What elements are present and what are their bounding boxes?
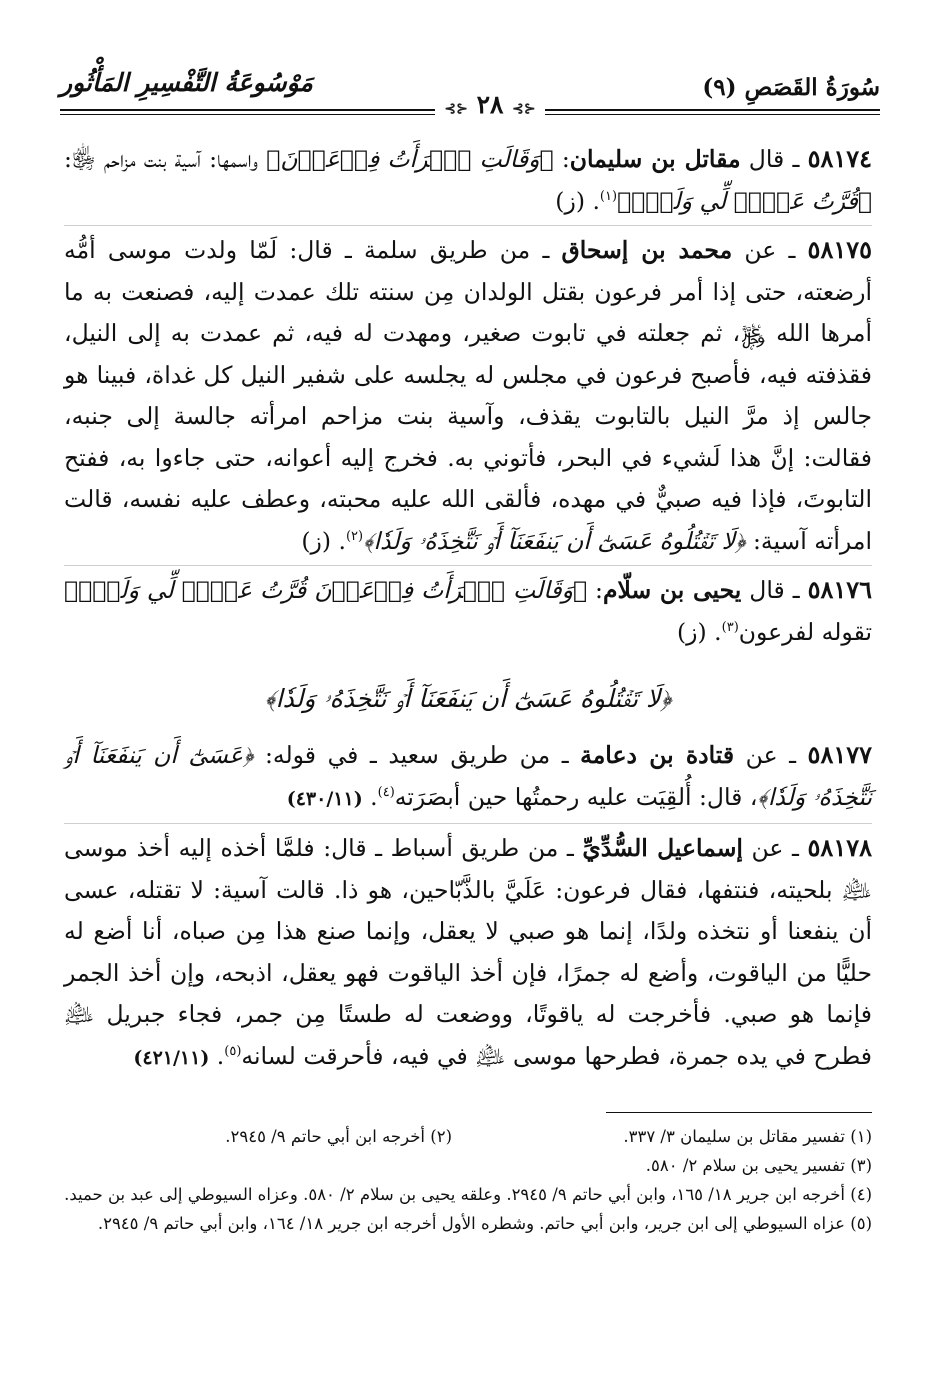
- volume-reference: (٤٢١/١١): [133, 1046, 210, 1069]
- entry-text: ـ من طريق سلمة ـ قال: لَمّا ولدت موسى أمُّه أرضعته، حتى إذا أمر فرعون بقتل الولدان مِن سنته تلك عمدت إليه، فصنعت به ما أمرها الله ﷿، ثم جعلته في تابوت صغير، ومهدت له فيه، ثم عمدت به إلى النيل، فقذفته فيه، فأصبح فرعون في مجلس له يجلسه على شفير النيل كل غداة، فبينا هو جالس إذ مرَّ النيل بالتابوت يقذف، وآسية بنت مزاحم امرأته جالسة إلى جنبه، فقالت: إنَّ هذا لَشيء في البحر، فأتوني به. فخرج إليه أعوانه، حتى جاءوا به، ففتح التابوتَ، فإذا فيه صبيٌّ في مهده، فألقى الله عليه محبته، وعطف عليه نفسه، قالت امرأته آسية:: [64, 236, 872, 555]
- page-number: [435, 90, 545, 119]
- footnote-rule: [606, 1112, 872, 1113]
- entry-text: ـ عن: [742, 834, 808, 862]
- entry-text: :: [587, 576, 603, 604]
- entry-text: ـ قال: [740, 145, 808, 173]
- entry-text: .: [209, 1041, 225, 1070]
- page-number-text: ٢٨: [476, 90, 504, 119]
- entry-number: ٥٨١٧٨: [807, 833, 872, 862]
- entry-separator: [64, 823, 872, 824]
- quran-quote: ﴿قُرَّتُ عَيۡنٖ لِّي وَلَكَۖ﴾: [617, 186, 872, 215]
- book-title: مَوْسُوعَةُ التَّفْسِيرِ المَأْثُور: [60, 68, 313, 97]
- entry-text: ، قال: أُلقِيَت عليه رحمتُها حين أبصَرَته: [394, 782, 758, 811]
- narrator-name: قتادة بن دعامة: [580, 741, 735, 769]
- footnote-1: (١) تفسير مقاتل بن سليمان ٣/ ٣٣٧.: [623, 1127, 872, 1146]
- footnote-marker: (٢): [345, 528, 364, 544]
- entry-text: ـ قال: [741, 576, 808, 604]
- entry-text: واسمها: آسية بنت مزاحم ﵂:: [64, 145, 267, 173]
- quran-quote: ﴿وَقَالَتِ ٱمۡرَأَتُ فِرۡعَوۡنَ قُرَّتُ عَيۡنٖ لِّي وَلَكَۖ﴾: [64, 576, 588, 604]
- entry-number: ٥٨١٧٧: [807, 740, 872, 769]
- narrator-name: إسماعيل السُّدِّيِّ: [582, 834, 743, 862]
- quran-quote: ﴿عَسَىٰٓ أَن يَنفَعَنَآ أَوۡ نَتَّخِذَهُۥ وَلَدٗا﴾: [64, 741, 872, 811]
- entry-separator: [64, 225, 872, 226]
- quran-quote: ﴿لَا تَقۡتُلُوهُ عَسَىٰٓ أَن يَنفَعَنَآ أَوۡ نَتَّخِذَهُۥ وَلَدٗا﴾: [363, 526, 746, 555]
- entries-bottom: [64, 734, 872, 1079]
- page-number-box: [435, 92, 545, 120]
- entry-number: ٥٨١٧٥: [807, 235, 872, 264]
- entry-text: .: [362, 782, 378, 811]
- footnote-marker: (٣): [721, 619, 739, 635]
- narration-entry: [64, 734, 872, 820]
- ornament-icon: ⊰⊱: [444, 101, 468, 117]
- footnote-row: [64, 1122, 872, 1151]
- narration-entry: [64, 138, 872, 222]
- entry-text: ـ من طريق سعيد ـ في قوله:: [253, 741, 581, 769]
- footnote-4: (٤) أخرجه ابن جرير ١٨/ ١٦٥، وابن أبي حاتم ٩/ ٢٩٤٥. وعلقه يحيى بن سلام ٢/ ٥٨٠. وعزاه السيوطي إلى عبد بن حميد.: [64, 1185, 872, 1204]
- narration-entry: [64, 827, 872, 1079]
- ornament-icon: ⊰⊱: [512, 101, 536, 117]
- footnote-marker: (١): [599, 188, 618, 204]
- volume-reference: (٤٣٠/١١): [286, 787, 363, 810]
- page-header: [60, 52, 880, 122]
- narrator-name: يحيى بن سلّام: [602, 576, 742, 604]
- entry-text: . (ز): [301, 526, 346, 555]
- quran-quote: ﴿وَقَالَتِ ٱمۡرَأَتُ فِرۡعَوۡنَ﴾: [266, 145, 554, 173]
- footnote-5: (٥) عزاه السيوطي إلى ابن جرير، وابن أبي حاتم. وشطره الأول أخرجه ابن جرير ١٨/ ١٦٤، وابن أبي حاتم ٩/ ٢٩٤٥.: [97, 1214, 872, 1233]
- footnote-3: (٣) تفسير يحيى بن سلام ٢/ ٥٨٠.: [645, 1156, 872, 1175]
- entry-text: ـ من طريق أسباط ـ قال: فلمَّا أخذه إليه أخذ موسى ﵇ بلحيته، فنتفها، فقال فرعون: عَلَيَّ بالذَّبّاحين، هو ذا. قالت آسية: لا تقتله، عسى أن ينفعنا أو نتخذه ولدًا، إنما هو صبي لا يعقل، وإنما صنع هذا مِن صباه، أنا أضع له حليًّا من الياقوت، وأضع له جمرًا، فإن أخذ الياقوت فهو يعقل، اذبحه، وإن أخذ الجمر فإنما هو صبي. فأخرجت له ياقوتًا، ووضعت له طستًا مِن جمر، فجاء جبريل ﵇ فطرح في يده جمرة، فطرحها موسى ﵇ في فيه، فأحرقت لسانه: [64, 834, 872, 1070]
- entry-number: ٥٨١٧٦: [807, 575, 873, 604]
- entry-text: :: [553, 145, 570, 173]
- entries-top: [64, 138, 872, 653]
- ayah-heading: ﴿لَا تَقۡتُلُوهُ عَسَىٰٓ أَن يَنفَعَنَآ أَوۡ نَتَّخِذَهُۥ وَلَدٗا﴾: [264, 684, 672, 713]
- narration-entry: [64, 229, 872, 562]
- footnote-2: (٢) أخرجه ابن أبي حاتم ٩/ ٢٩٤٥.: [225, 1127, 452, 1146]
- surah-title: سُورَةُ القَصَصِ (٩): [702, 74, 880, 101]
- footnote-marker: (٤): [377, 784, 395, 800]
- narration-entry: [64, 569, 872, 653]
- narrator-name: مقاتل بن سليمان: [569, 145, 741, 173]
- entry-separator: [64, 565, 872, 566]
- footnote-marker: (٥): [224, 1043, 242, 1059]
- entry-text: ـ عن: [732, 236, 808, 264]
- entry-text: ـ عن: [734, 741, 808, 769]
- entry-text: تقوله لفرعون: [738, 617, 872, 646]
- footnotes: [64, 1122, 872, 1238]
- entry-text: . (ز): [677, 617, 722, 646]
- entry-text: . (ز): [555, 186, 600, 215]
- entry-number: ٥٨١٧٤: [807, 144, 873, 173]
- narrator-name: محمد بن إسحاق: [561, 236, 733, 264]
